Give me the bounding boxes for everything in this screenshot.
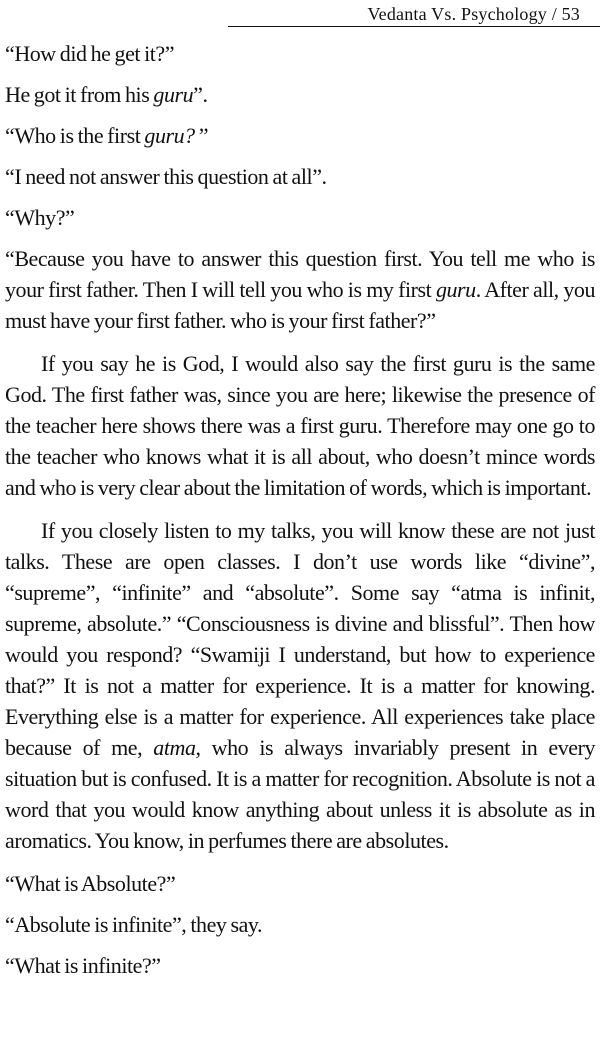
dialogue-line: He got it from his guru”. xyxy=(5,82,208,107)
paragraph-because: “Because you have to answer this question first. You tell me who is your first father. Then I will tell you who is my first guru. After all, you must have your first father. who is your first father?” xyxy=(5,246,595,333)
dialogue-line: “I need not answer this question at all”. xyxy=(5,164,327,189)
dialogue-line: “What is Absolute?” xyxy=(5,871,176,896)
dialogue-line: “Absolute is infinite”, they say. xyxy=(5,912,263,937)
paragraph-talks: If you closely listen to my talks, you will know these are not just talks. These are open classes. I don’t use words like “divine”, “supreme”, “infinite” and “absolute”. Some say “atma is infinit, supreme, absolute.” “Consciousness is divine and blissful”. Then how would you respond? “Swamiji I understand, but how to experience that?” It is not a matter for experience. It is a matter for knowing. Everything else is a matter for experience. All experiences take place because of me, atma, who is always invariably present in every situation but is confused. It is a matter for recognition. Absolute is not a word that you would know anything about unless it is absolute as in aromatics. You know, in perfumes there are absolutes. xyxy=(5,518,595,853)
dialogue-line: “How did he get it?” xyxy=(5,41,175,66)
dialogue-line: “What is infinite?” xyxy=(5,953,161,978)
page-body xyxy=(5,38,595,991)
header-rule xyxy=(228,26,600,27)
running-head: Vedanta Vs. Psychology / 53 xyxy=(367,4,580,24)
dialogue-line: “Who is the first guru? ” xyxy=(5,123,209,148)
running-header xyxy=(0,0,600,28)
paragraph-god: If you say he is God, I would also say the first guru is the same God. The first father was, since you are here; likewise the presence of the teacher here shows there was a first guru. Therefore may one go to the teacher who knows what it is all about, who doesn’t mince words and who is very clear about the limitation of words, which is important. xyxy=(5,351,595,500)
dialogue-line: “Why?” xyxy=(5,205,75,230)
